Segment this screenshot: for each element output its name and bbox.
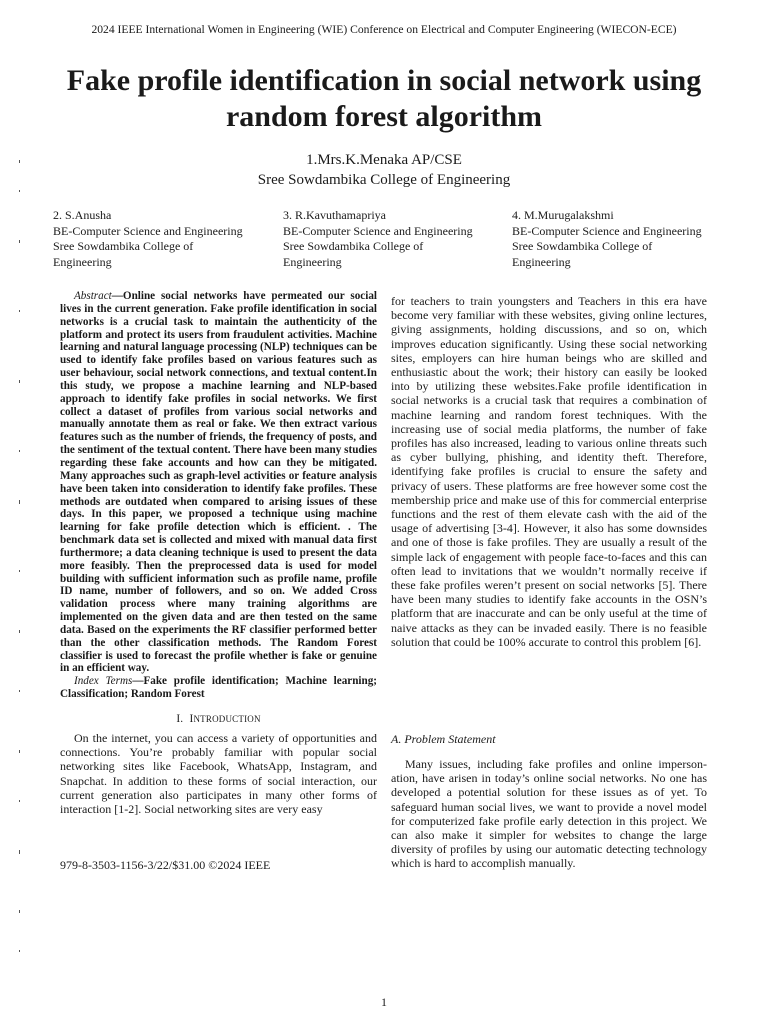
abstract-lead: Abstract: [74, 290, 112, 302]
author-college-cont: Engineering: [53, 254, 112, 269]
section-heading-introduction: [60, 713, 377, 725]
paper-title: [30, 63, 738, 135]
copyright-footer: 979-8-3503-1156-3/22/$31.00 ©2024 IEEE: [60, 858, 271, 872]
author-name: 3. R.Kavuthamapriya: [283, 208, 386, 222]
section-title-initial: I: [189, 713, 194, 725]
author-block-4: [512, 208, 702, 270]
title-line-1: Fake profile identification in social network using: [66, 64, 702, 97]
author-college-cont: Engineering: [512, 254, 571, 269]
author-dept: BE-Computer Science and Engineering: [53, 223, 243, 238]
scan-margin-marks: [17, 150, 23, 980]
index-terms: [60, 675, 377, 701]
intro-paragraph: On the internet, you can access a variety of opportunities and connections. You’re probably familiar with popular social networking sites like Facebook, WhatsApp, Instagram, and Snapchat. In addition to these forms of social interaction, our current generation also participates in many other forms of interaction [1-2]. Social networking sites are very easy: [60, 731, 377, 817]
abstract: [60, 290, 377, 675]
main-author-affiliation: Sree Sowdambika College of Engineering: [257, 172, 511, 188]
main-author-name: 1.Mrs.K.Menaka AP/CSE: [306, 152, 462, 168]
index-terms-lead: Index Terms: [74, 675, 133, 687]
right-column-paragraph-1: for teachers to train youngsters and Teachers in this era have become very familiar with these websites, giving online lectures, giving assignments, holding discussions, and so on, which improves education significantly. Using these social networking sites, employers can hire human beings who are skilled and enthusiastic about the work; their history can easily be looked into by utilizing these websites.Fake profile identification in social networks is a crucial task that requires a combination of machine learning and random forest techniques. With the increasing use of social media platforms, the number of fake profiles has also increased, leading to various online threats such as cyber bullying, phishing, and identity theft. Therefore, identifying fake profiles is crucial to ensure the safety and privacy of users. These platforms are free however some cost the membership price and make use of this for commercial enterprise functions and the rest of them elevate cash with the aid of the usage of advertising [3-4]. However, it also has some downsides and one of those is fake profiles. They are usually a result of the simple lack of engagement with people face-to-faces and this can often lead to invitations that we wouldn’t normally receive if these fake profiles weren’t present on social networks [5]. There have been many studies to identify fake accounts in the OSN’s platform that are inaccurate and can be only useful at the time of naive attacks as they can be invaded easily. There is no feasible solution that could be 100% accurate to control this problem [6].: [391, 294, 707, 649]
page-number: 1: [381, 995, 387, 1009]
author-college: Sree Sowdambika College of: [53, 239, 194, 253]
section-title-rest: NTRODUCTION: [193, 714, 261, 724]
subsection-heading-problem-statement: A. Problem Statement: [391, 732, 496, 746]
author-college: Sree Sowdambika College of: [512, 239, 653, 253]
author-block-3: [283, 208, 473, 270]
conference-header: 2024 IEEE International Women in Engineering (WIE) Conference on Electrical and Computer Engineering (WIECON-ECE): [91, 23, 677, 36]
author-name: 2. S.Anusha: [53, 208, 112, 222]
author-name: 4. M.Murugalakshmi: [512, 208, 614, 222]
title-line-2: random forest algorithm: [225, 100, 543, 133]
right-column-paragraph-2: Many issues, including fake profiles and online imperson-ation, have arisen in today’s online social networks. No one has developed a potential solution for these issues as of yet. To safeguard human social lives, we want to provide a novel model for computerized fake profile early detection in this project. We can also make it simpler for websites to change the large diversity of profiles by using our automatic detecting technology which is hard to accomplish manually.: [391, 757, 707, 871]
author-dept: BE-Computer Science and Engineering: [512, 223, 702, 238]
author-college: Sree Sowdambika College of: [283, 239, 424, 253]
main-author-block: [0, 150, 768, 190]
abstract-text: —Online social networks have permeated our social lives in the current generation. Fake profile identification in social networks is a crucial task to maintain the authenticity of the platform and protect its users from fraudulent activities. Machine learning and natural language processing (NLP) techniques can be used to identify fake profiles based on various features such as user behaviour, social network connections, and textual content.In this study, we propose a machine learning and NLP-based approach to identify fake profiles in social networks. We first collect a dataset of profiles from various social networks and manually annotate them as real or fake. We then extract various features such as the number of friends, the frequency of posts, and the sentiment of the textual content. There have been many studies regarding these fake accounts and how can they be mitigated. Many approaches such as graph-level activities or feature analysis have been taken into consideration to identify fake profiles. These methods are outdated when compared to arising issues of these days. In this paper, we proposed a technique using machine learning for fake profile detection which is efficient. . The benchmark data set is collected and mixed with manual data first furthermore; a data cleaning technique is used to present the data more feasibly. Then the preprocessed data is used for model building with sufficient information such as profile name, profile ID name, number of followers, and so on. We added Cross validation process where many training algorithms are implemented on the given data and are then tested on the same data. Based on the experiments the RF classifier performed better than the other classification methods. The Random Forest classifier is used to forecast the profile whether is fake or genuine in an efficient way.: [60, 290, 377, 675]
author-college-cont: Engineering: [283, 254, 342, 269]
index-terms-text: —Fake profile identification; Machine learning; Classification; Random Forest: [60, 675, 378, 700]
section-number: I.: [176, 713, 184, 725]
author-block-2: [53, 208, 243, 270]
author-dept: BE-Computer Science and Engineering: [283, 223, 473, 238]
